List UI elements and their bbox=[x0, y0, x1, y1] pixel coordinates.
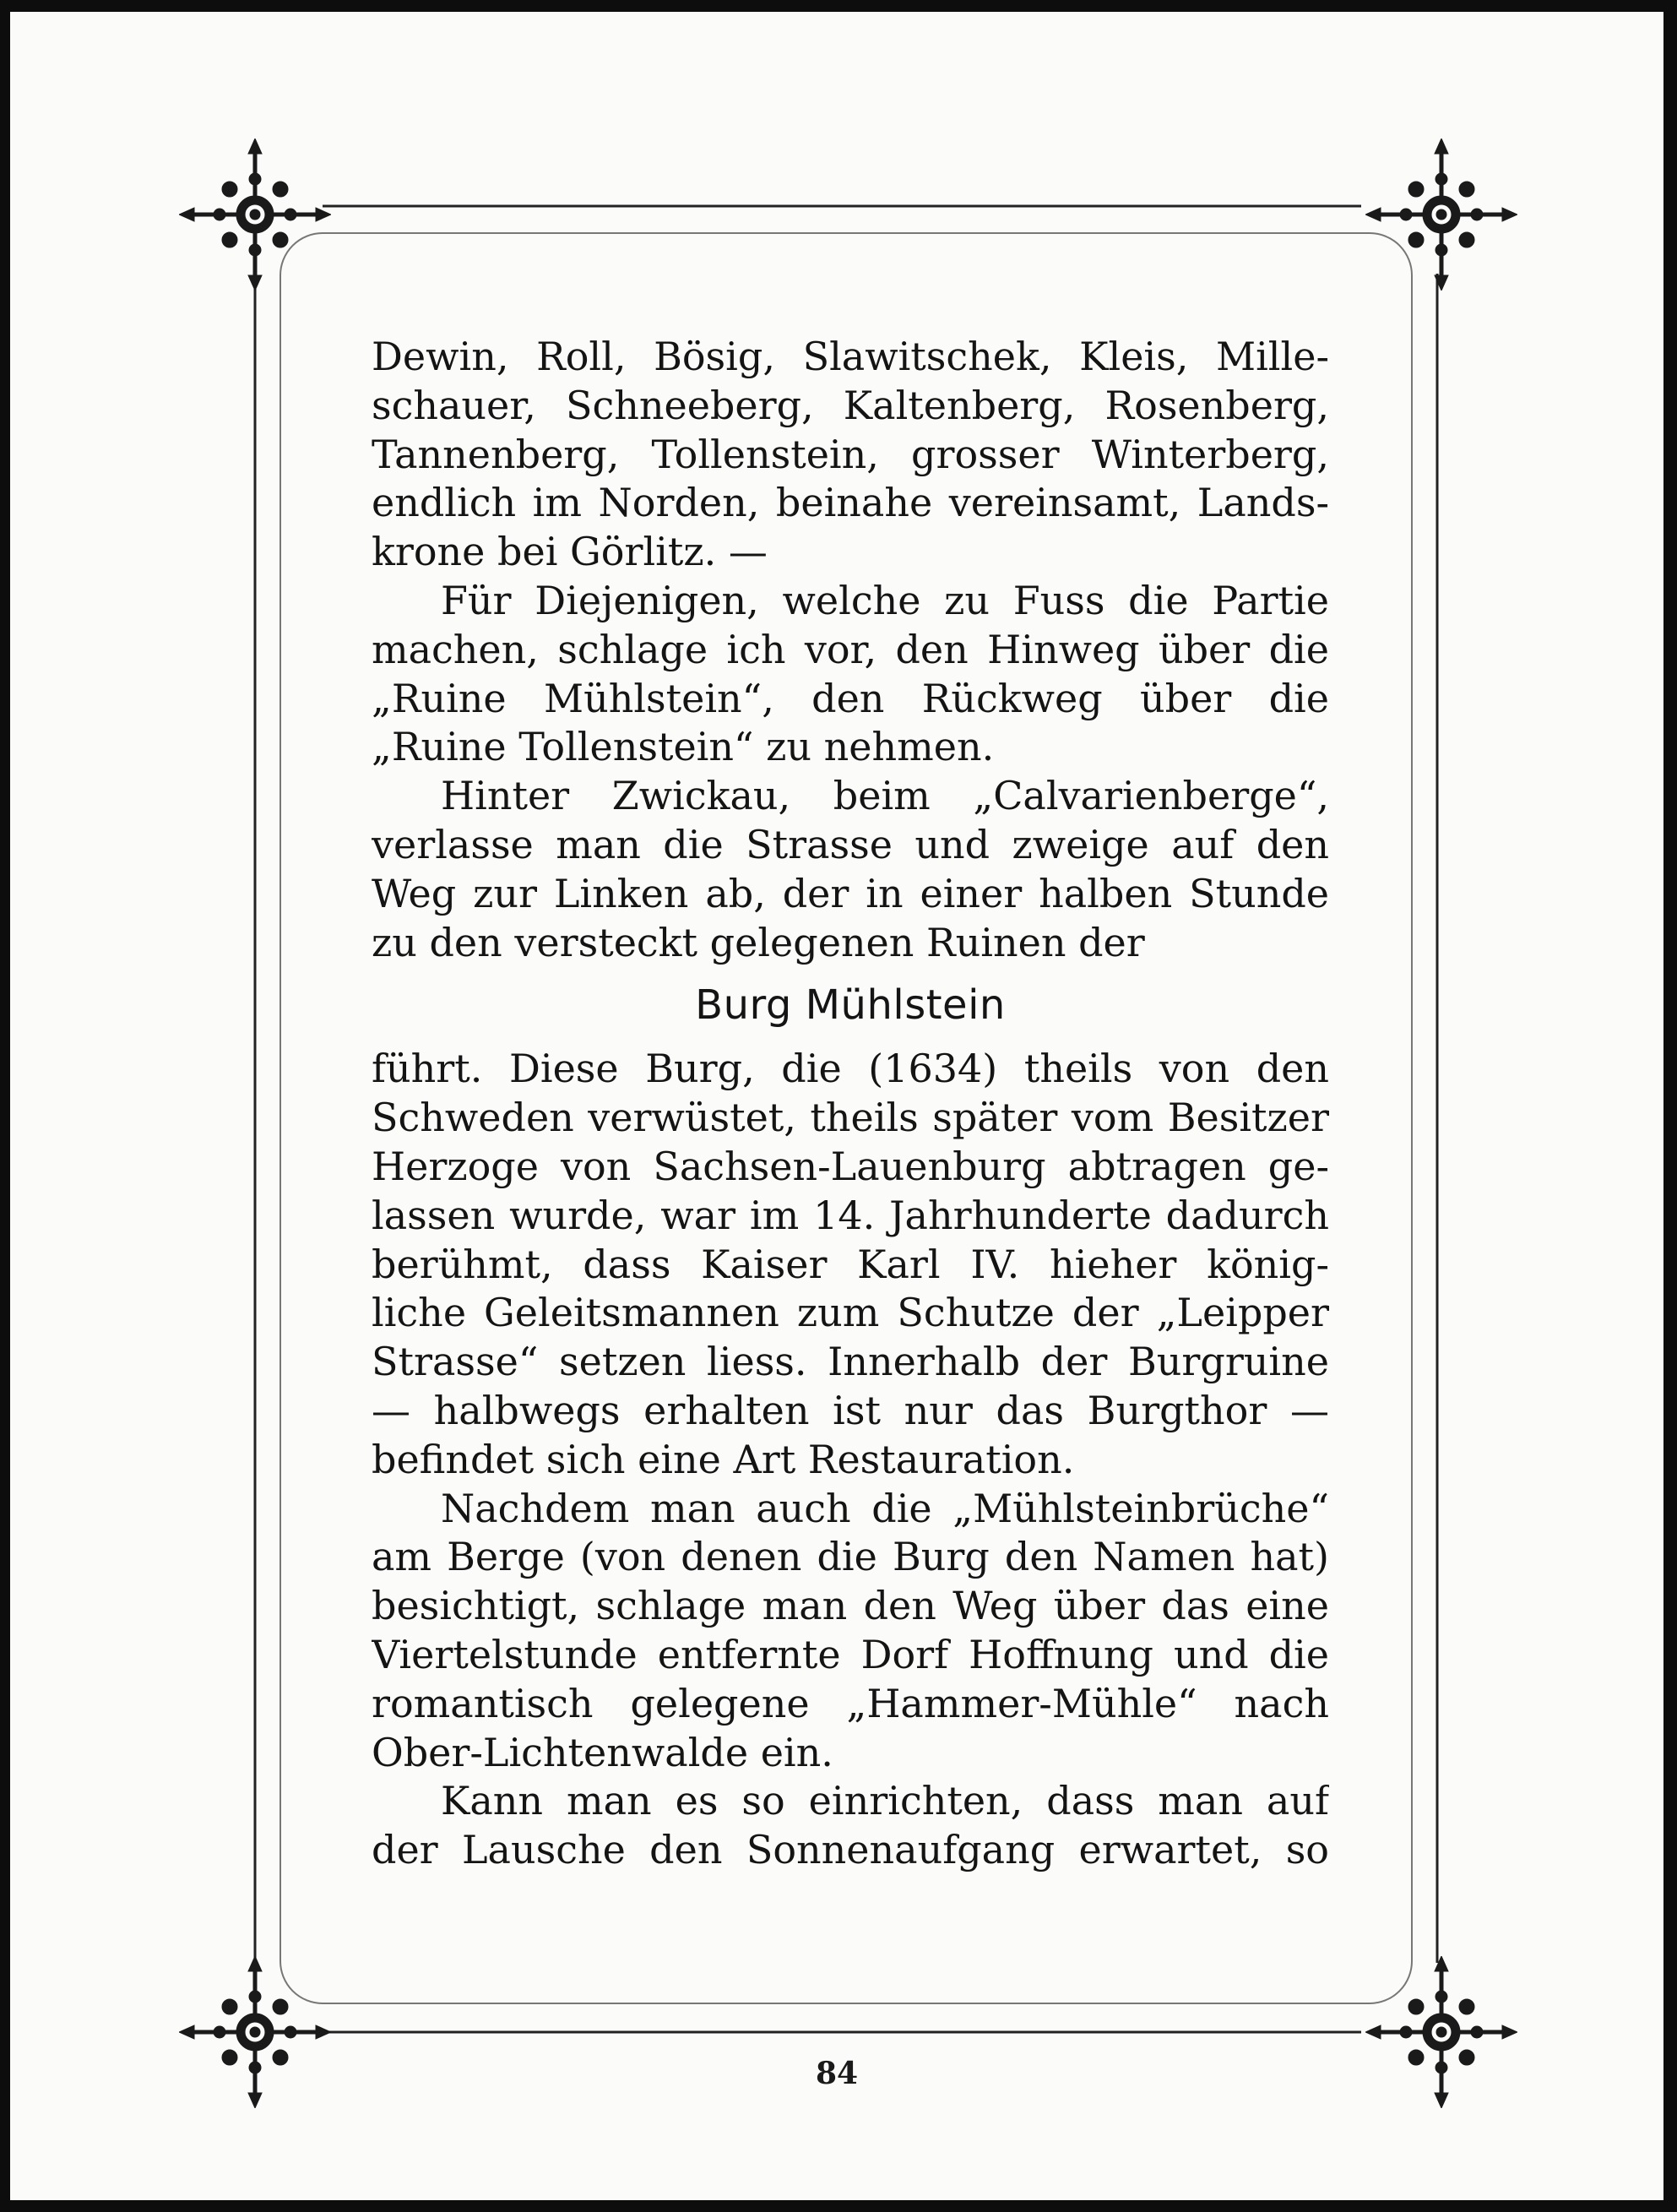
text-line: Dewin, Roll, Bösig, Slawitschek, Kleis, Mille- bbox=[372, 334, 1329, 379]
text-line: Nachdem man auch die „Mühlsteinbrüche“ bbox=[441, 1485, 1329, 1531]
text-line: verlasse man die Strasse und zweige auf den bbox=[372, 821, 1329, 867]
text-line: am Berge (von denen die Burg den Namen hat) bbox=[372, 1534, 1329, 1580]
text-line: Tannenberg, Tollenstein, grosser Winterberg, bbox=[372, 431, 1329, 477]
text-line: Viertelstunde entfernte Dorf Hoffnung und die bbox=[372, 1631, 1329, 1677]
text-line: Schweden verwüstet, theils später vom Besitzer bbox=[372, 1095, 1329, 1141]
text-line: führt. Diese Burg, die (1634) theils von den bbox=[372, 1046, 1329, 1092]
text-line: zu den versteckt gelegenen Ruinen der bbox=[372, 919, 1145, 965]
text-line: Strasse“ setzen liess. Innerhalb der Burgruine bbox=[372, 1339, 1329, 1385]
text-line: schauer, Schneeberg, Kaltenberg, Rosenberg, bbox=[372, 382, 1329, 428]
text-line: Herzoge von Sachsen-Lauenburg abtragen ge- bbox=[372, 1143, 1329, 1189]
text-line: Kann man es so einrichten, dass man auf bbox=[441, 1778, 1329, 1824]
text-line: machen, schlage ich vor, den Hinweg über die bbox=[372, 626, 1329, 672]
book-page bbox=[10, 12, 1663, 2200]
text-line: „Ruine Tollenstein“ zu nehmen. bbox=[372, 724, 995, 770]
text-line: besichtigt, schlage man den Weg über das eine bbox=[372, 1583, 1329, 1629]
text-line: befindet sich eine Art Restauration. bbox=[372, 1436, 1075, 1482]
text-line: endlich im Norden, beinahe vereinsamt, Lands- bbox=[372, 480, 1329, 526]
text-line: „Ruine Mühlstein“, den Rückweg über die bbox=[372, 675, 1329, 721]
text-line: Hinter Zwickau, beim „Calvarienberge“, bbox=[441, 773, 1329, 819]
text-line: krone bei Görlitz. — bbox=[372, 529, 768, 575]
body-text bbox=[372, 333, 1329, 1875]
section-heading: Burg Mühlstein bbox=[695, 981, 1006, 1030]
text-line: lassen wurde, war im 14. Jahrhunderte dadurch bbox=[372, 1192, 1329, 1238]
text-line: Ober-Lichtenwalde ein. bbox=[372, 1729, 833, 1775]
page-number: 84 bbox=[815, 2056, 859, 2091]
text-line: Für Diejenigen, welche zu Fuss die Partie bbox=[441, 577, 1329, 623]
text-line: der Lausche den Sonnenaufgang erwartet, so bbox=[372, 1827, 1329, 1873]
text-line: liche Geleitsmannen zum Schutze der „Leipper bbox=[372, 1290, 1329, 1336]
text-line: romantisch gelegene „Hammer-Mühle“ nach bbox=[372, 1680, 1329, 1726]
ornamental-rosette-icon bbox=[1365, 139, 1517, 291]
ornamental-rosette-icon bbox=[179, 139, 331, 291]
text-line: Weg zur Linken ab, der in einer halben Stunde bbox=[372, 870, 1329, 916]
text-line: — halbwegs erhalten ist nur das Burgthor — bbox=[372, 1387, 1329, 1433]
text-line: berühmt, dass Kaiser Karl IV. hieher könig- bbox=[372, 1241, 1329, 1287]
